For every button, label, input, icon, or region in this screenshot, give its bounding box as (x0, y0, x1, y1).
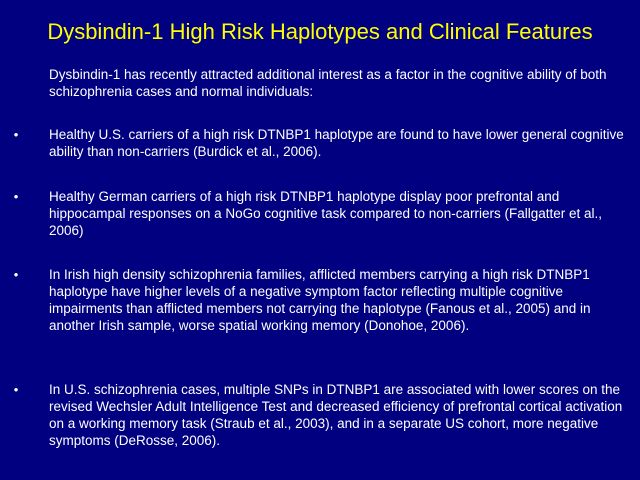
bullet-text-4: In U.S. schizophrenia cases, multiple SNPs in DTNBP1 are associated with lower scores on the revised Wechsler Adult Intelligence Test and decreased efficiency of prefrontal cortical activation on a working memory task (Straub et al., 2003), and in a separate US cohort, more negative symptoms (DeRosse, 2006). (49, 382, 623, 448)
bullet-text-1: Healthy U.S. carriers of a high risk DTNBP1 haplotype are found to have lower general cognitive ability than non-carriers (Burdick et al., 2006). (49, 127, 624, 159)
bullet-text-3: In Irish high density schizophrenia families, afflicted members carrying a high risk DTNBP1 haplotype have higher levels of a negative symptom factor reflecting multiple cognitive impairments than afflicted members not carrying the haplotype (Fanous et al., 2005) and in another Irish sample, worse spatial working memory (Donohoe, 2006). (49, 267, 591, 333)
bullet-marker-2: • (13, 189, 19, 204)
slide-title: Dysbindin-1 High Risk Haplotypes and Clinical Features (47, 19, 593, 44)
bullet-marker-3: • (13, 267, 19, 282)
intro-paragraph: Dysbindin-1 has recently attracted additional interest as a factor in the cognitive ability of both schizophrenia cases and normal individuals: (49, 67, 607, 99)
bullet-text-2: Healthy German carriers of a high risk DTNBP1 haplotype display poor prefrontal and hippocampal responses on a NoGo cognitive task compared to non-carriers (Fallgatter et al., 2006) (49, 189, 603, 238)
bullet-marker-1: • (13, 127, 19, 142)
bullet-marker-4: • (13, 382, 19, 397)
